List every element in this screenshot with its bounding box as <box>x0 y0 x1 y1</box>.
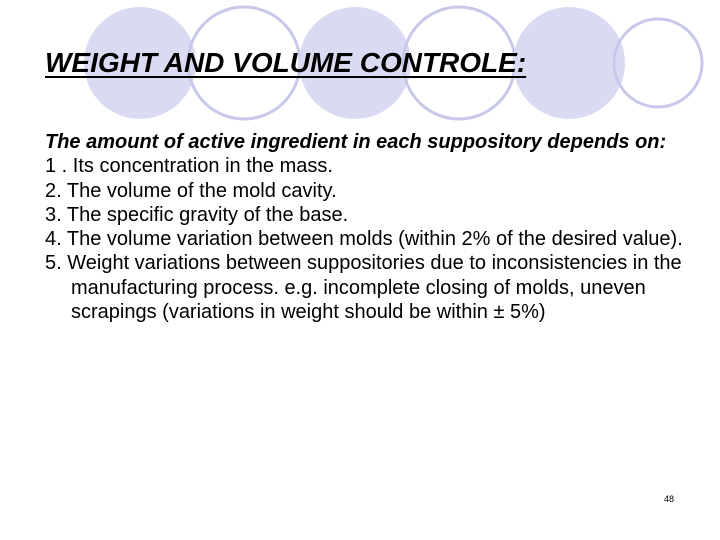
list-item: 3. The specific gravity of the base. <box>45 203 349 226</box>
list-item: 5. Weight variations between suppositories due to inconsistencies in the manufacturing process. e.g. incomplete closing of molds, uneven scrapings (variations in weight should be within ± 5%) <box>45 252 682 324</box>
decor-circle <box>513 7 625 119</box>
intro-text: The amount of active ingredient in each suppository depends on: <box>45 131 667 153</box>
slide-title: WEIGHT AND VOLUME CONTROLE: <box>45 47 527 78</box>
page-number: 48 <box>664 494 675 504</box>
slide-body <box>45 130 685 324</box>
list-item: 2. The volume of the mold cavity. <box>45 179 337 202</box>
list-item: 1 . Its concentration in the mass. <box>45 155 333 178</box>
list-item: 4. The volume variation between molds (within 2% of the desired value). <box>45 228 683 251</box>
decor-circle <box>614 19 702 107</box>
